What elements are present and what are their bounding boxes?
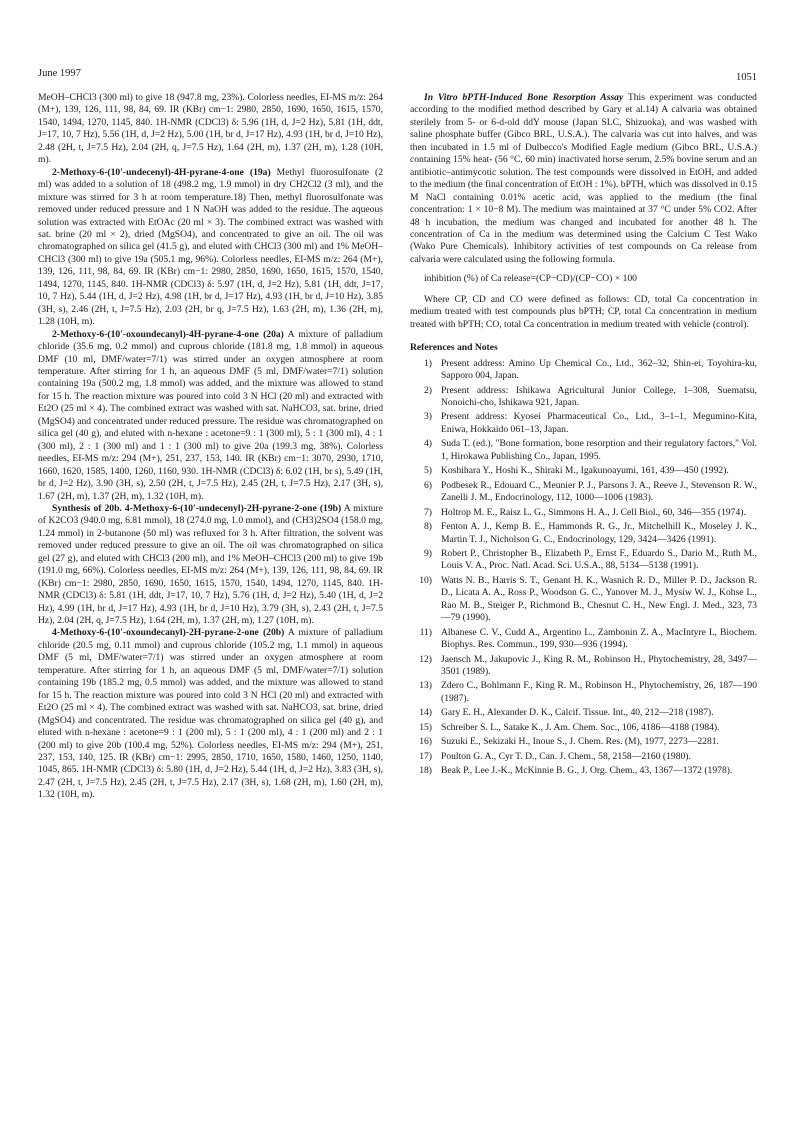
reference-number: 3) <box>424 411 432 423</box>
compound-heading-20b: 4-Methoxy-6-(10′-oxoundecanyl)-2H-pyrane-2-one (20b) <box>52 627 285 639</box>
reference-text: Jaensch M., Jakupovic J., King R. M., Robinson H., Phytochemistry, 28, 3497—3501 (1989). <box>441 653 757 678</box>
reference-item <box>410 548 757 573</box>
reference-text: Present address: Ishikawa Agricultural Junior College, 1–308, Suematsu, Nonoichi-cho, Ishikawa 921, Japan. <box>441 384 757 408</box>
reference-text: Suda T. (ed.), "Bone formation, bone resorption and their regulatory factors," Vol. 1, Hirokawa Publishing Co., Japan, 1995. <box>441 438 757 462</box>
reference-item <box>410 765 757 777</box>
reference-item <box>410 707 757 719</box>
reference-item <box>410 507 757 519</box>
references-list <box>410 358 757 778</box>
reference-item <box>410 465 757 477</box>
reference-number: 8) <box>424 521 432 533</box>
reference-number: 6) <box>424 479 432 491</box>
reference-number: 18) <box>419 765 432 777</box>
reference-number: 4) <box>424 438 432 450</box>
inhibition-formula: inhibition (%) of Ca release=(CP−CD)/(CP−CO) × 100 <box>424 273 637 285</box>
reference-item <box>410 654 757 679</box>
reference-number: 12) <box>419 653 432 665</box>
paragraph-assay: In Vitro bPTH-Induced Bone Resorption Assay This experiment was conducted according to the modified method described by Gary et al.14) A calvaria was obtained sterilely from 5- or 6-d-old ddY mouse (Japan SLC, Shizuoka), and was washed with saline phosphate buffer (Gibco BRL, U.S.A.). The calvaria was cut into halves, and was then incubated in 1.5 ml of Dulbecco's Modified Eagle medium (Gibco BRL, U.S.A.) containing 15% heat- (56 °C, 60 min) inactivated horse serum, 2.5% bovine serum and an antibiotic–antimycotic solution. The test compounds were dissolved in EtOH, and added to the medium (the final concentration of EtOH : 1%). bPTH, which was dissolved in 0.15 M NaCl containing 0.01% acetic acid, was applied to the medium (the final concentration: 1 × 10−8 M). The medium was maintained at 37 °C under 5% CO2. After 48 h incubation, the medium was changed and incubated for another 48 h. The concentration of Ca in the medium was determined using the Calcium C Test Wako (Wako Pure Chemicals). Inhibitory activities of test compounds on Ca release from calvaria were calculated using the following formula. <box>410 92 757 265</box>
reference-number: 10) <box>419 574 432 586</box>
paragraph-19a: 2-Methoxy-6-(10′-undecenyl)-4H-pyrane-4-one (19a) Methyl fluorosulfonate (2 ml) was added to a solution of 18 (498.2 mg, 1.9 mmol) in dry CH2Cl2 (3 ml), and the mixture was stirred for 3 h at room temperature.18) Then, methyl fluorosulfonate was removed under reduced pressure and 1 N NaOH was added to the residue. The aqueous solution was extracted with EtOAc (20 ml × 3). The combined extract was washed with sat. brine (20 ml × 2), dried (MgSO4), and concentrated to give an oil. The oil was chromatographed on silica gel (41.5 g), and eluted with CHCl3 (300 ml) and 1% MeOH–CHCl3 (300 ml) to give 19a (505.1 mg, 96%). Colorless needles, EI-MS m/z: 264 (M+), 139, 126, 111, 98, 84, 69. IR (KBr) cm−1: 2980, 2850, 1690, 1650, 1615, 1570, 1540, 1494, 1270, 1145, 840. 1H-NMR (CDCl3) δ: 5.97 (1H, d, J=2 Hz), 5.81 (1H, ddt, J=17, 10, 7 Hz), 5.44 (1H, d, J=2 Hz), 4.98 (1H, br d, J=17 Hz), 4.93 (1H, br d, J=10 Hz), 3.85 (3H, s), 2.46 (2H, t, J=7.5 Hz), 2.03 (2H, br q, J=7.5 Hz), 1.63 (2H, m), 1.36 (2H, m), 1.28 (10H, m). <box>38 166 384 328</box>
reference-text: Present address: Amino Up Chemical Co., Ltd., 362–32, Shin-ei, Toyohira-ku, Sapporo 004, Japan. <box>441 357 757 382</box>
reference-item <box>410 385 757 410</box>
page-number: 1051 <box>736 72 757 83</box>
reference-text: Poulton G. A., Cyr T. D., Can. J. Chem., 58, 2158—2160 (1980). <box>441 750 691 762</box>
paragraph-continuation: MeOH–CHCl3 (300 ml) to give 18 (947.8 mg, 23%). Colorless needles, EI-MS m/z: 264 (M+), 139, 126, 111, 98, 84, 69. IR (KBr) cm−1: 2980, 2850, 1690, 1650, 1615, 1570, 1540, 1494, 1270, 1145, 840. 1H-NMR (CDCl3) δ: 5.96 (1H, d, J=2 Hz), 5.81 (1H, ddt, J=17, 10, 7 Hz), 5.56 (1H, d, J=2 Hz), 5.00 (1H, br d, J=17 Hz), 4.93 (1H, br d, J=10 Hz), 2.48 (2H, t, J=7.5 Hz), 2.04 (2H, q, J=7.5 Hz), 1.64 (2H, m), 1.37 (2H, m), 1.28 (10H, m). <box>38 92 383 166</box>
reference-text: Present address: Kyosei Pharmaceutical Co., Ltd., 3–1–1, Megumino-Kita, Eniwa, Hokkaido 061–13, Japan. <box>441 411 757 435</box>
reference-number: 11) <box>419 626 432 638</box>
paragraph-20a: 2-Methoxy-6-(10′-oxoundecanyl)-4H-pyrane-4-one (20a) A mixture of palladium chloride (35.6 mg, 0.2 mmol) and cuprous chloride (181.8 mg, 1.8 mmol) in aqueous DMF (10 ml, DMF/water=7/1) was stirred under an oxygen atmosphere at room temperature. After stirring for 1 h, an aqueous DMF (5 ml, DMF/water=7/1) solution containing 19a (500.2 mg, 1.8 mmol) was added, and the mixture was allowed to stand for 15 h. The reaction mixture was poured into cold 3 N HCl (20 ml) and extracted with Et2O (25 ml × 4). The combined extract was washed with sat. NaHCO3, sat. brine, dried (MgSO4) and concentrated under reduced pressure. The residue was chromatographed on silica gel (40 g), and eluted with n-hexane : acetone=9 : 1 (300 ml), 5 : 1 (300 ml), 4 : 1 (300 ml), 2 : 1 (300 ml) and 1 : 1 (300 ml) to give 20a (199.3 mg, 38%). Colorless needles, EI-MS m/z: 294 (M+), 251, 237, 153, 140. IR (KBr) cm−1: 3070, 2930, 1710, 1660, 1620, 1585, 1400, 1260, 1160, 930. 1H-NMR (CDCl3) δ: 6.02 (1H, br s), 5.49 (1H, br d, J=2 Hz), 3.90 (3H, s), 2.50 (2H, t, J=7.5 Hz), 2.45 (2H, t, J=7.5 Hz), 2.17 (3H, s), 1.67 (2H, m), 1.37 (2H, m), 1.32 (10H, m). <box>38 328 383 502</box>
reference-text: Holtrop M. E., Raisz L. G., Simmons H. A., J. Cell Biol., 60, 346—355 (1974). <box>441 506 746 518</box>
reference-item <box>410 358 757 383</box>
reference-number: 15) <box>419 721 432 733</box>
reference-text: Zdero C., Bohlmann F., King R. M., Robinson H., Phytochemistry, 26, 187—190 (1987). <box>441 680 757 704</box>
reference-text: Robert P., Christopher B., Elizabeth P., Ernst F., Eduardo S., Dario M., Ruth M., Louis V. A., Proc. Natl. Acad. Sci. U.S.A., 88, 5134—5138 (1991). <box>441 547 757 572</box>
compound-heading-20a: 2-Methoxy-6-(10′-oxoundecanyl)-4H-pyrane-4-one (20a) <box>52 328 284 340</box>
reference-item <box>410 736 757 748</box>
reference-text: Koshihara Y., Hoshi K., Shiraki M., Igakunoayumi, 161, 439—450 (1992). <box>441 465 729 477</box>
reference-number: 7) <box>424 506 432 518</box>
reference-item <box>410 411 757 436</box>
reference-item <box>410 722 757 734</box>
reference-number: 13) <box>419 680 432 692</box>
references-heading: References and Notes <box>410 342 498 354</box>
left-column <box>38 92 383 802</box>
reference-number: 16) <box>419 736 432 748</box>
paragraph-20b: 4-Methoxy-6-(10′-oxoundecanyl)-2H-pyrane-2-one (20b) A mixture of palladium chloride (20.5 mg, 0.11 mmol) and cuprous chloride (105.2 mg, 1.1 mmol) in aqueous DMF (5 ml, DMF/water=7/1) was stirred under an oxygen atmosphere at room temperature. After stirring for 1 h, an aqueous DMF (5 ml, DMF/water=7/1) solution containing 19b (185.2 mg, 0.5 mmol) was added, and the mixture was allowed to stand for 15 h. The reaction mixture was poured into cold 3 N HCl (20 ml) and extracted with Et2O (25 ml × 4). The combined extract was washed with sat. NaHCO3, sat. brine, dried (MgSO4) and concentrated. The residue was chromatographed on silica gel (40 g), and eluted with n-hexane : acetone=9 : 1 (200 ml), 5 : 1 (200 ml), 4 : 1 (200 ml) and 2 : 1 (200 ml) to give 20b (100.4 mg, 52%). Colorless needles, EI-MS m/z: 294 (M+), 251, 237, 153, 140, 125. IR (KBr) cm−1: 2995, 2850, 1710, 1650, 1580, 1460, 1250, 1140, 1045, 865. 1H-NMR (CDCl3) δ: 5.80 (1H, d, J=2 Hz), 5.44 (1H, d, J=2 Hz), 3.83 (3H, s), 2.47 (2H, t, J=7.5 Hz), 2.45 (2H, t, J=7.5 Hz), 2.17 (3H, s), 1.68 (2H, m), 1.60 (2H, m), 1.32 (10H, m). <box>38 627 383 801</box>
paragraph-19b: Synthesis of 20b. 4-Methoxy-6-(10′-undecenyl)-2H-pyrane-2-one (19b) A mixture of K2CO3 (940.0 mg, 6.81 mmol), 18 (274.0 mg, 1.0 mmol), and (CH3)2SO4 (158.0 mg, 1.24 mmol) in 2-butanone (50 ml) was refluxed for 3 h. After filtration, the solvent was removed under reduced pressure to give an oil. The oil was chromatographed on silica gel (27 g), and eluted with CHCl3 (200 ml), and 1% MeOH–CHCl3 (200 ml) to give 19b (191.0 mg, 66%). Colorless needles, EI-MS m/z: 264 (M+), 139, 126, 111, 98, 84, 69. IR (KBr) cm−1: 2980, 2850, 1690, 1650, 1615, 1570, 1540, 1494, 1270, 1145, 840. 1H-NMR (CDCl3) δ: 5.81 (1H, ddt, J=17, 10, 7 Hz), 5.76 (1H, d, J=2 Hz), 5.40 (1H, d, J=2 Hz), 4.99 (1H, br d, J=17 Hz), 4.93 (1H, br d, J=10 Hz), 3.79 (3H, s), 2.43 (2H, t, J=7.5 Hz), 2.04 (2H, q, J=7.5 Hz), 1.64 (2H, m), 1.37 (2H, m), 1.27 (10H, m). <box>38 502 383 627</box>
reference-text: Gary E. H., Alexander D. K., Calcif. Tissue. Int., 40, 212—218 (1987). <box>441 707 714 719</box>
reference-text: Albanese C. V., Cudd A., Argentino L., Zambonin Z. A., MacIntyre I., Biochem. Biophys. Res. Commun., 199, 930—936 (1994). <box>441 626 757 651</box>
assay-heading: In Vitro bPTH-Induced Bone Resorption Assay <box>424 92 624 103</box>
reference-number: 9) <box>424 547 432 559</box>
reference-number: 2) <box>424 384 432 396</box>
running-header-date: June 1997 <box>38 68 81 79</box>
reference-text: Beak P., Lee J.-K., McKinnie B. G., J. Org. Chem., 43, 1367—1372 (1978). <box>441 765 733 777</box>
reference-item <box>410 680 757 705</box>
reference-item <box>410 438 757 463</box>
right-column <box>410 92 757 780</box>
reference-number: 5) <box>424 465 432 477</box>
reference-number: 1) <box>424 357 432 369</box>
reference-item <box>410 751 757 763</box>
reference-text: Podbesek R., Edouard C., Meunier P. J., Parsons J. A., Reeve J., Stevenson R. W., Zanelli J. M., Endocrinology, 112, 1000—1006 (1983). <box>441 479 757 504</box>
paragraph-definitions: Where CP, CD and CO were defined as follows: CD, total Ca concentration in medium treated with test compounds plus bPTH; CP, total Ca concentration in medium treated with bPTH; CO, total Ca concentration in medium treated with vehicle (control). <box>410 293 757 330</box>
reference-item <box>410 627 757 652</box>
reference-text: Suzuki E., Sekizaki H., Inoue S., J. Chem. Res. (M), 1977, 2273—2281. <box>441 736 719 748</box>
reference-item <box>410 480 757 505</box>
reference-text: Schreiber S. L., Satake K., J. Am. Chem. Soc., 106, 4186—4188 (1984). <box>441 721 720 733</box>
reference-item <box>410 575 757 625</box>
reference-number: 14) <box>419 707 432 719</box>
reference-text: Watts N. B., Harris S. T., Genant H. K., Wasnich R. D., Miller P. D., Jackson R. D., Licata A. A., Ross P., Woodson G. C., Yanover M. J., Mysiw W. J., Kohse L., Rao M. B., Steiger P., Richmond B., Chesnut C. H., New Engl. J. Med., 323, 73—79 (1990). <box>441 574 757 624</box>
reference-item <box>410 521 757 546</box>
reference-text: Fenton A. J., Kemp B. E., Hammonds R. G., Jr., Mitchelhill K., Moseley J. K., Martin T. J., Nicholson G. C., Endocrinology, 129, 3424—3426 (1991). <box>441 521 757 545</box>
reference-number: 17) <box>419 750 432 762</box>
compound-heading-19b: Synthesis of 20b. 4-Methoxy-6-(10′-undecenyl)-2H-pyrane-2-one (19b) <box>52 502 342 514</box>
compound-heading-19a: 2-Methoxy-6-(10′-undecenyl)-4H-pyrane-4-one (19a) <box>52 166 271 178</box>
